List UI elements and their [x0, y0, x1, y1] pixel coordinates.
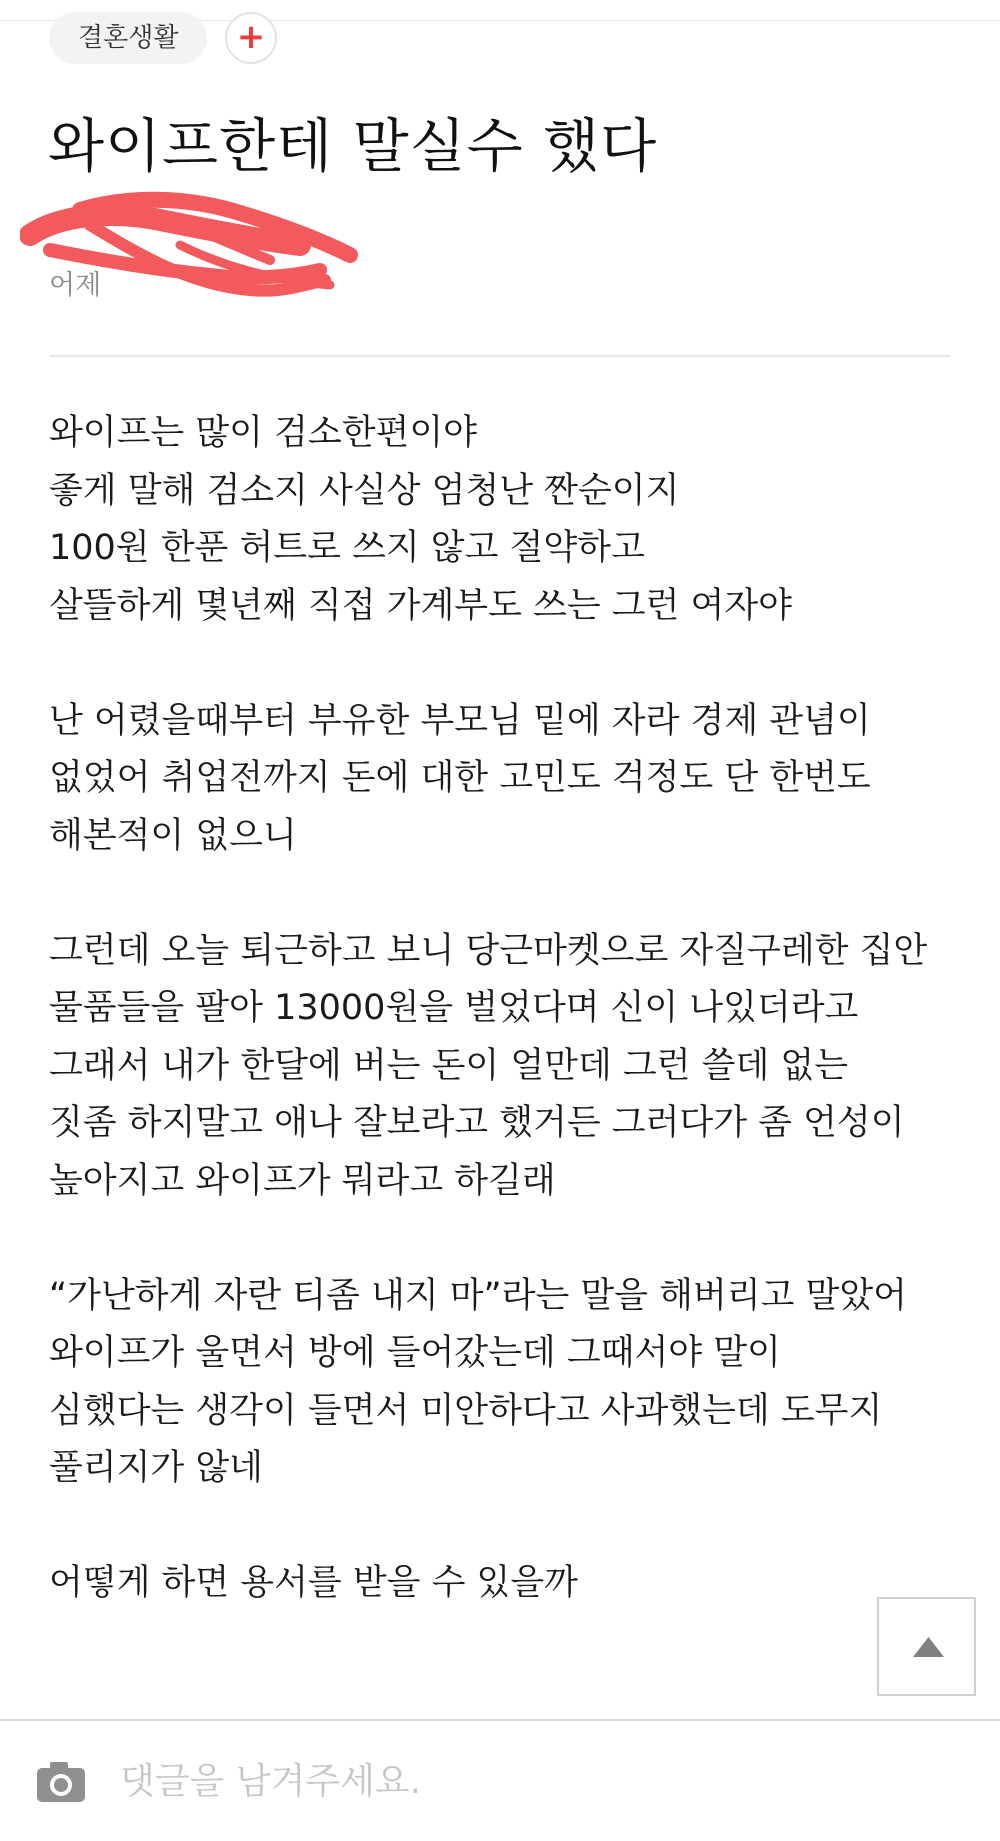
- post-body-line: 난 어렸을때부터 부유한 부모님 밑에 자라 경제 관념이: [49, 700, 871, 741]
- triangle-up-icon: [911, 1635, 946, 1659]
- divider: [49, 355, 951, 357]
- post-body-line: 그래서 내가 한달에 버는 돈이 얼만데 그런 쓸데 없는: [49, 1045, 849, 1086]
- post-body-line: 와이프가 울면서 방에 들어갔는데 그때서야 말이: [49, 1333, 781, 1373]
- add-category-button[interactable]: [225, 12, 277, 64]
- category-chip[interactable]: [49, 12, 207, 64]
- post-body-line: 해본적이 없으니: [49, 815, 297, 856]
- scroll-to-top-button[interactable]: [877, 1597, 976, 1696]
- comment-bar: [0, 1719, 1000, 1841]
- post-body-line: 물품들을 팔아 13000원을 벌었다며 신이 나있더라고: [49, 988, 859, 1028]
- post-date: 어제: [49, 270, 102, 301]
- category-label: 결혼생활: [78, 23, 179, 53]
- post-body-line: 좋게 말해 검소지 사실상 엄청난 짠순이지: [49, 470, 680, 511]
- paragraph-gap: [49, 865, 969, 923]
- comment-input[interactable]: [120, 1751, 940, 1811]
- post-body-line: 높아지고 와이프가 뭐라고 하길래: [49, 1160, 556, 1201]
- paragraph-gap: [49, 635, 969, 693]
- post-body-line: 살뜰하게 몇년째 직접 가계부도 쓰는 그런 여자야: [49, 585, 792, 626]
- paragraph-gap: [49, 1498, 969, 1556]
- post-body-line: “가난하게 자란 티좀 내지 마”라는 말을 해버리고 말았어: [49, 1275, 907, 1316]
- post-body-line: 와이프는 많이 검소한편이야: [49, 413, 477, 453]
- post-title: 와이프한테 말실수 했다: [48, 112, 658, 180]
- post-body-line: 그런데 오늘 퇴근하고 보니 당근마켓으로 자질구레한 집안: [49, 930, 928, 971]
- post-body-line: 어떻게 하면 용서를 받을 수 있을까: [49, 1563, 578, 1603]
- plus-icon: +: [236, 17, 266, 57]
- post-body: [49, 405, 969, 1613]
- post-body-line: 100원 한푼 허트로 쓰지 않고 절약하고: [49, 528, 645, 568]
- post-body-line: 심했다는 생각이 들면서 미안하다고 사과했는데 도무지: [49, 1390, 883, 1431]
- post-body-line: 짓좀 하지말고 애나 잘보라고 했거든 그러다가 좀 언성이: [49, 1103, 905, 1143]
- post-body-line: 없었어 취업전까지 돈에 대한 고민도 걱정도 단 한번도: [49, 758, 871, 798]
- camera-icon[interactable]: [36, 1761, 86, 1803]
- paragraph-gap: [49, 1210, 969, 1268]
- post-body-line: 풀리지가 않네: [49, 1448, 263, 1488]
